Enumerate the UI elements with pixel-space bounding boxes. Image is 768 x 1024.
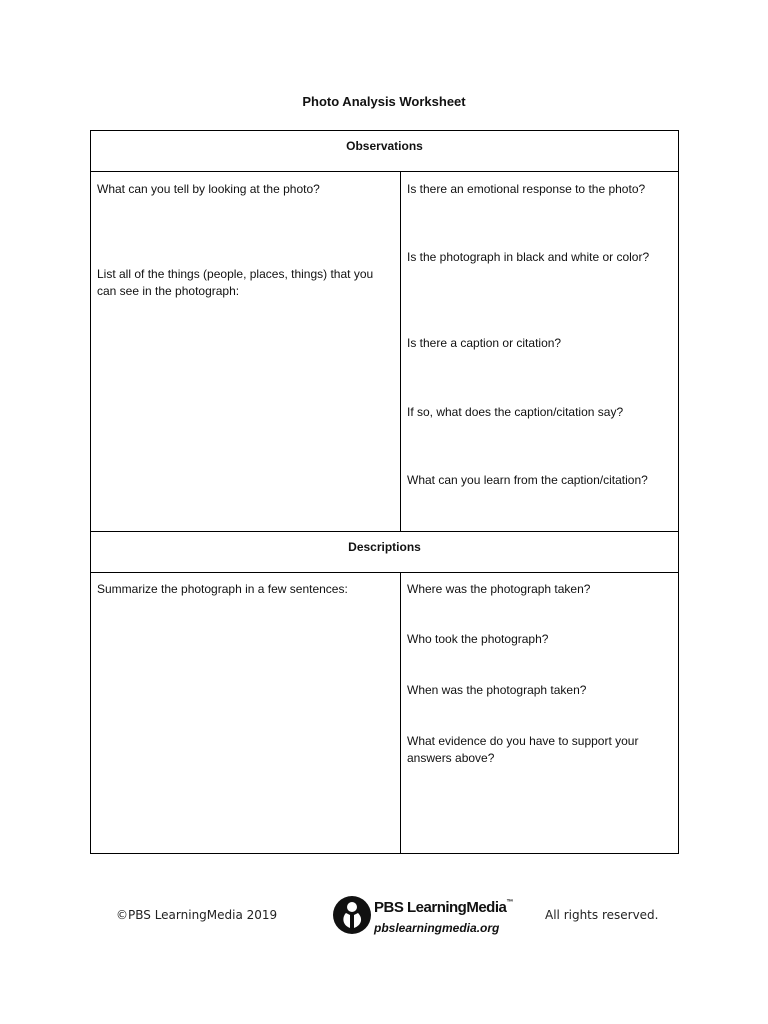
desc-right-question-3: When was the photograph taken? [407,683,587,697]
desc-left-question-1: Summarize the photograph in a few sentences: [97,582,348,596]
obs-right-question-2: Is the photograph in black and white or color? [407,250,650,264]
observations-header: Observations [91,131,678,172]
descriptions-header: Descriptions [91,531,678,573]
obs-left-question-2: List all of the things (people, places, things) that you can see in the photograph: [97,267,374,298]
brand-name: PBS LearningMedia™ [374,899,513,916]
descriptions-column-divider [400,573,401,854]
obs-right-question-1: Is there an emotional response to the photo? [407,182,646,196]
page-footer [0,893,768,941]
brand-url: pbslearningmedia.org [374,921,500,935]
copyright-text: ©PBS LearningMedia 2019 [116,908,278,922]
worksheet-table [90,130,679,854]
desc-right-question-2: Who took the photograph? [407,632,549,646]
rights-text: All rights reserved. [545,908,659,922]
obs-right-question-4: If so, what does the caption/citation say? [407,405,624,419]
worksheet-title: Photo Analysis Worksheet [302,94,466,109]
pbs-head-icon [332,895,372,935]
obs-right-question-5: What can you learn from the caption/citation? [407,473,648,487]
obs-left-question-1: What can you tell by looking at the photo? [97,182,320,196]
desc-right-question-1: Where was the photograph taken? [407,582,591,596]
desc-right-question-4: What evidence do you have to support your answers above? [407,734,639,765]
pbs-learningmedia-logo [332,893,513,941]
obs-right-question-3: Is there a caption or citation? [407,336,562,350]
observations-column-divider [400,172,401,531]
